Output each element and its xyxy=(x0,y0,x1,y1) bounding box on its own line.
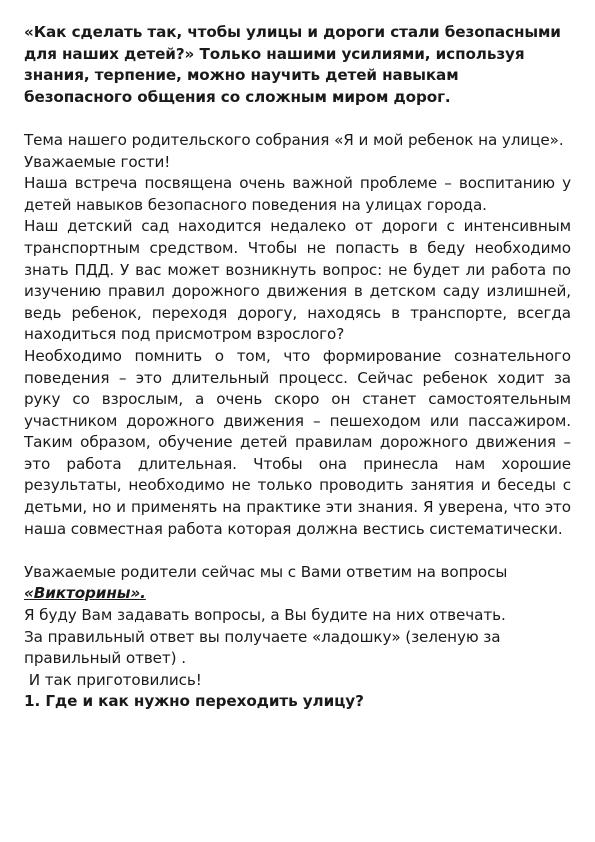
quiz-intro: Уважаемые родители сейчас мы с Вами ответим на вопросы xyxy=(24,562,508,581)
meeting-topic: Тема нашего родительского собрания «Я и мой ребенок на улице». xyxy=(24,130,564,149)
paragraph-gap xyxy=(24,108,571,130)
instruction-questions: Я буду Вам задавать вопросы, а Вы будите на них отвечать. xyxy=(24,606,506,625)
paragraph-conscious-behavior: Необходимо помнить о том, что формирование сознательного поведения – это длительный процесс. Сейчас ребенок ходит за руку со взрослым, а очень скоро он станет самостоятельным участником дорожного движения – пешеходом или пассажиром. Таким образом, обучение детей правилам дорожного движения – это работа длительная. Чтобы она принесла нам хорошие результаты, необходимо не только проводить занятия и беседы с детьми, но и применять на практике эти знания. Я уверена, что это наша совместная работа которая должна вестись систематически. xyxy=(24,346,571,538)
paragraph-gap xyxy=(24,540,571,562)
ready-line: И так приготовились! xyxy=(24,670,202,689)
document-page xyxy=(24,22,571,713)
intro-paragraph: «Как сделать так, чтобы улицы и дороги стали безопасными для наших детей?» Только нашими усилиями, используя знания, терпение, можно научить детей навыкам безопасного общения со сложным миром дорог. xyxy=(24,23,561,106)
quiz-title-line xyxy=(24,583,571,605)
quiz-title: «Викторины». xyxy=(24,584,146,603)
paragraph-meeting-purpose: Наша встреча посвящена очень важной проблеме – воспитанию у детей навыков безопасного поведения на улицах города. xyxy=(24,174,571,214)
question-1: 1. Где и как нужно переходить улицу? xyxy=(24,692,364,711)
greeting: Уважаемые гости! xyxy=(24,152,171,171)
paragraph-kindergarten: Наш детский сад находится недалеко от дороги с интенсивным транспортным средством. Чтобы не попасть в беду необходимо знать ПДД. У вас может возникнуть вопрос: не будет ли работа по изучению правил дорожного движения в детском саду излишней, ведь ребенок, переходя дорогу, находясь в транспорте, всегда находиться под присмотром взрослого? xyxy=(24,217,571,344)
instruction-reward: За правильный ответ вы получаете «ладошку» (зеленую за правильный ответ) . xyxy=(24,627,501,668)
